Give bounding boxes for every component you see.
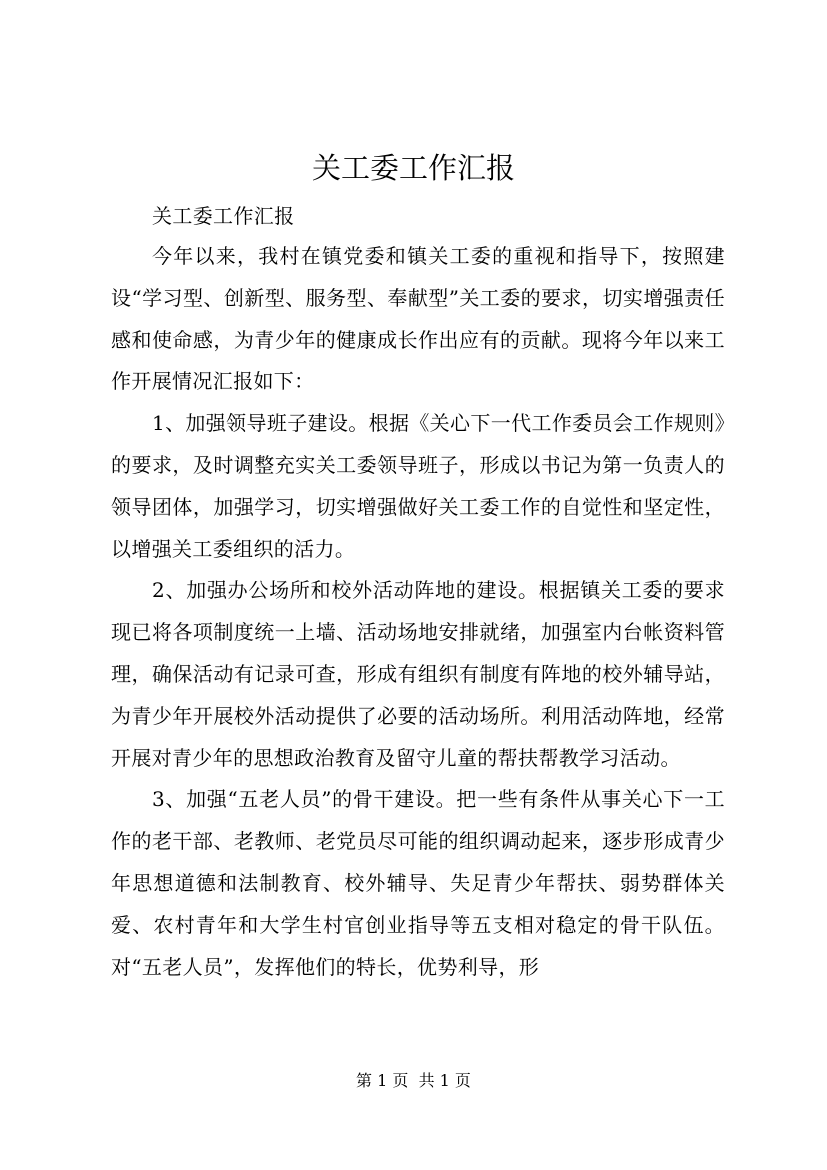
- page-number-label: 第 1 页 共 1 页: [356, 1071, 471, 1090]
- paragraph-item-1: 1、加强领导班子建设。根据《关心下一代工作委员会工作规则》的要求，及时调整充实关工委领导班子，形成以书记为第一负责人的领导团体，加强学习，切实增强做好关工委工作的自觉性和坚定性，以增强关工委组织的活力。: [111, 411, 725, 561]
- paragraph-subtitle: 关工委工作汇报: [152, 204, 295, 228]
- paragraph-item-2: 2、加强办公场所和校外活动阵地的建设。根据镇关工委的要求现已将各项制度统一上墙、活动场地安排就绪，加强室内台帐资料管理，确保活动有记录可查，形成有组织有制度有阵地的校外辅导站，为青少年开展校外活动提供了必要的活动场所。利用活动阵地，经常开展对青少年的思想政治教育及留守儿童的帮扶帮教学习活动。: [111, 578, 725, 770]
- paragraph-item-3: 3、加强“五老人员”的骨干建设。把一些有条件从事关心下一工作的老干部、老教师、老党员尽可能的组织调动起来，逐步形成青少年思想道德和法制教育、校外辅导、失足青少年帮扶、弱势群体关爱、农村青年和大学生村官创业指导等五支相对稳定的骨干队伍。对“五老人员”，发挥他们的特长，优势利导，形: [111, 787, 725, 979]
- page-footer: [0, 1069, 827, 1093]
- document-body: [111, 196, 725, 988]
- document-title: 关工委工作汇报: [311, 151, 515, 185]
- paragraph-intro: 今年以来，我村在镇党委和镇关工委的重视和指导下，按照建设“学习型、创新型、服务型、奉献型”关工委的要求，切实增强责任感和使命感，为青少年的健康成长作出应有的贡献。现将今年以来工作开展情况汇报如下：: [111, 244, 725, 394]
